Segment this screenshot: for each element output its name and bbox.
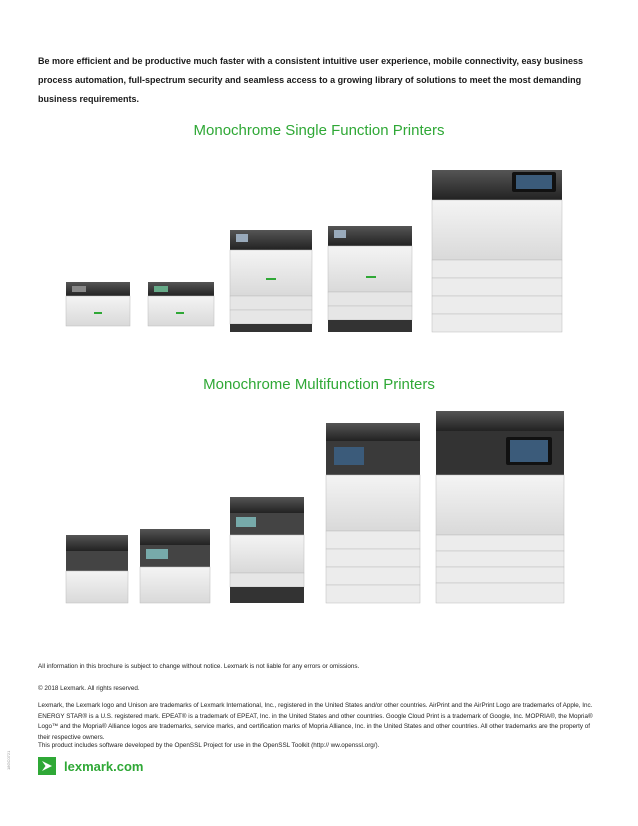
intro-paragraph: Be more efficient and be productive much faster with a consistent intuitive user experience, mobile connectivity, easy business process automation, full-spectrum security and seamless access to a growing library of solutions to meet the most demanding business requirements. bbox=[38, 56, 583, 104]
document-code: 18GC0721 bbox=[6, 750, 11, 770]
mfp-printer-row bbox=[60, 405, 580, 625]
printer-sfp-5 bbox=[432, 170, 562, 332]
disclaimer-text: All information in this brochure is subject to change without notice. Lexmark is not liable for any errors or omissions. bbox=[38, 663, 360, 670]
printer-sfp-2 bbox=[148, 282, 214, 326]
printer-mfp-2 bbox=[140, 529, 210, 603]
sfp-section-title: Monochrome Single Function Printers bbox=[193, 122, 445, 139]
printer-sfp-3 bbox=[230, 230, 312, 332]
trademarks-text: Lexmark, the Lexmark logo and Unison are trademarks of Lexmark International, Inc., registered in the United States and/or other countries. AirPrint and the AirPrint Logo are trademarks of Apple, Inc. ENERGY STAR® is a U.S. registered mark. EPEAT® is a trademark of EPEAT, Inc. in the United States and other countries. Google Cloud Print is a trademark of Google, Inc. MOPRIA®, the Mopria® Logo™ and the Mopria® Alliance logos are trademarks, service marks, and certification marks of Mopria Alliance, Inc. in the United States and other countries. All other trademarks are the property of their respective owners. bbox=[38, 702, 593, 741]
printer-mfp-5 bbox=[436, 411, 564, 603]
lexmark-site-link[interactable]: lexmark.com bbox=[64, 758, 144, 774]
printer-mfp-1 bbox=[66, 535, 128, 603]
printer-sfp-4 bbox=[328, 226, 412, 332]
sfp-printer-row bbox=[60, 150, 580, 335]
printer-mfp-4 bbox=[326, 423, 420, 603]
copyright-text: © 2018 Lexmark. All rights reserved. bbox=[38, 685, 140, 692]
openssl-text: This product includes software developed by the OpenSSL Project for use in the OpenSSL Toolkit (http:// ww.openssl.org/). bbox=[38, 742, 380, 749]
lexmark-logo-icon bbox=[38, 757, 56, 775]
printer-sfp-1 bbox=[66, 282, 130, 326]
printer-mfp-3 bbox=[230, 497, 304, 603]
lexmark-logo[interactable] bbox=[38, 757, 144, 775]
mfp-section-title: Monochrome Multifunction Printers bbox=[203, 376, 435, 393]
